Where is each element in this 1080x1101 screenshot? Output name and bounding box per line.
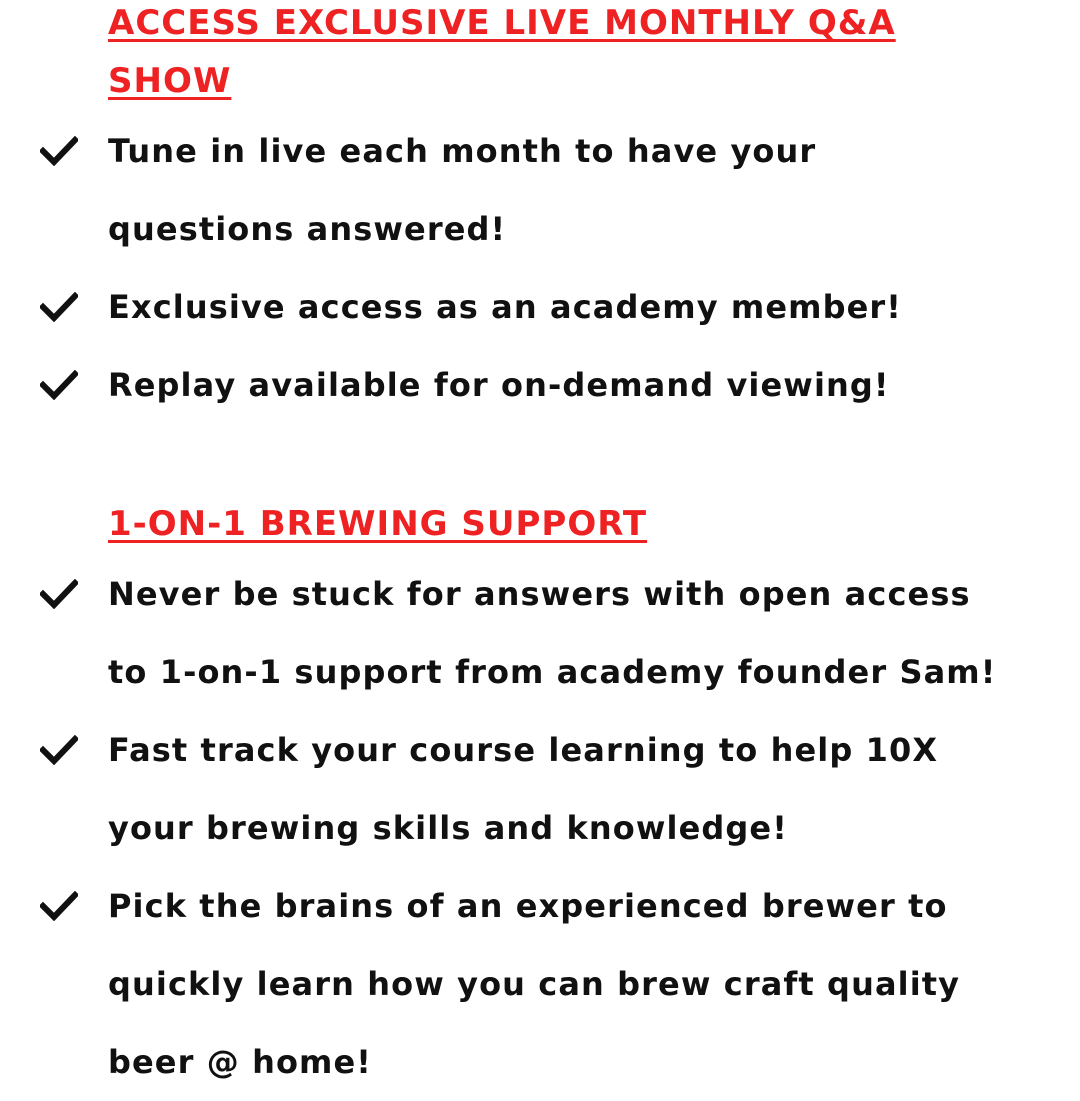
section-title-line: ACCESS EXCLUSIVE LIVE MONTHLY Q&A [108, 3, 896, 43]
list-item-text: Tune in live each month to have your questions answered! [108, 132, 817, 248]
section-title-line: 1-ON-1 BREWING SUPPORT [108, 504, 648, 544]
checkmark-icon [40, 292, 78, 322]
checkmark-icon [40, 735, 78, 765]
section-title-line: SHOW [108, 61, 232, 101]
checkmark-icon [40, 891, 78, 921]
section-title-brewing-support [108, 495, 647, 553]
list-item-text: Never be stuck for answers with open access to 1-on-1 support from academy founder Sam! [108, 575, 997, 691]
list-item-text: Exclusive access as an academy member! [108, 288, 902, 326]
checkmark-icon [40, 136, 78, 166]
list-item-text: Fast track your course learning to help 10X your brewing skills and knowledge! [108, 731, 939, 847]
checkmark-icon [40, 370, 78, 400]
section-title-live-qa [108, 0, 896, 110]
list-item-text: Pick the brains of an experienced brewer to quickly learn how you can brew craft quality beer @ home! [108, 887, 961, 1081]
checkmark-icon [40, 579, 78, 609]
list-item-text: Replay available for on-demand viewing! [108, 366, 890, 404]
